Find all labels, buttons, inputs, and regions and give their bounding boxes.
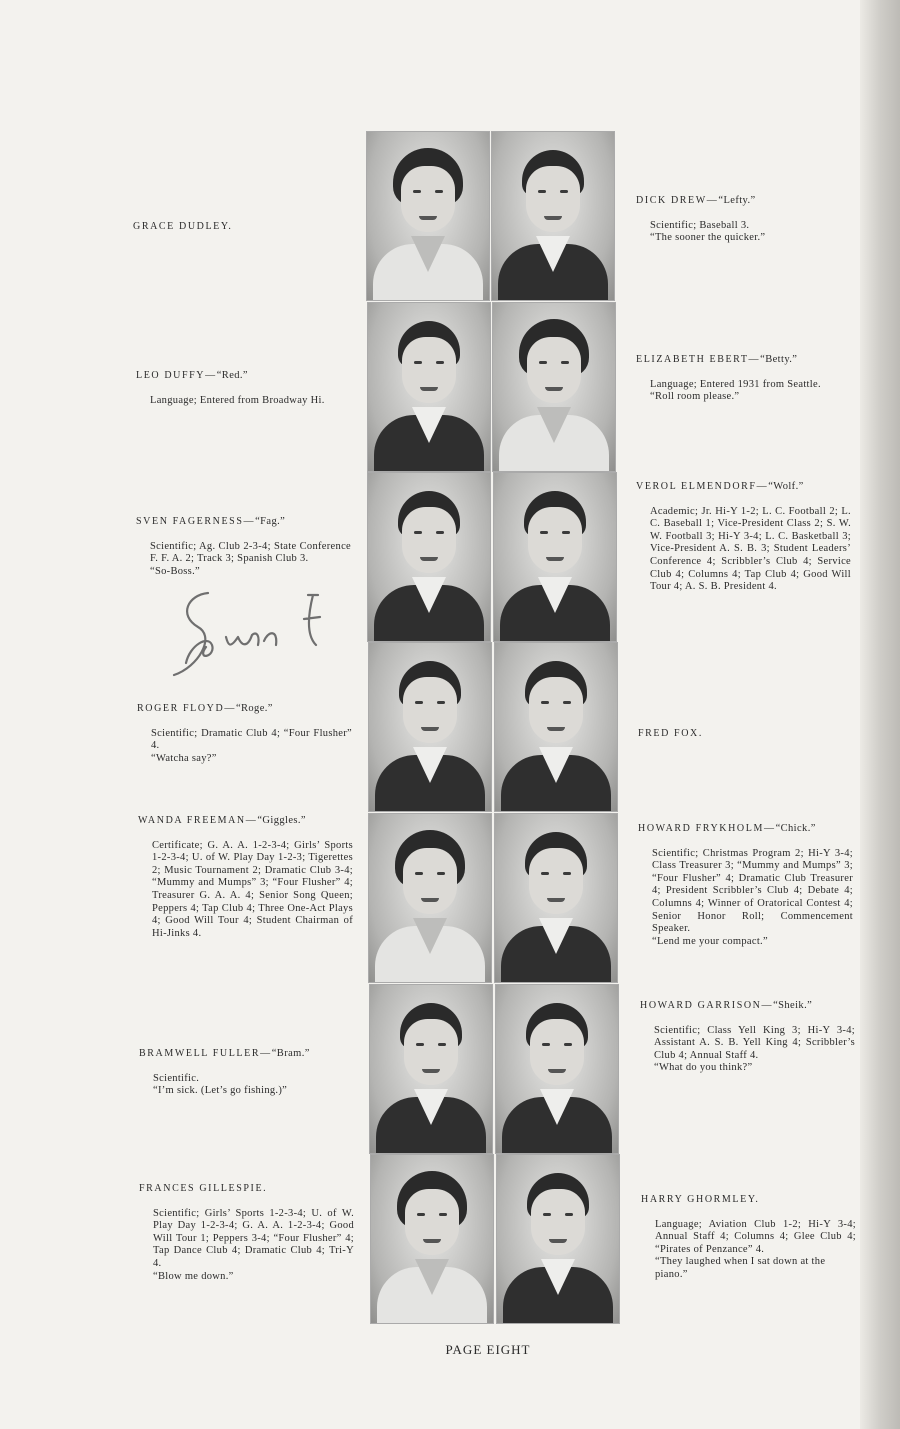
student-quote: “The sooner the quicker.” bbox=[650, 232, 766, 244]
student-quote: “Blow me down.” bbox=[153, 1270, 234, 1282]
student-name: BRAMWELL FULLER— bbox=[139, 1048, 272, 1059]
portrait-photo-leo-duffy bbox=[367, 302, 491, 472]
student-nickname: “Roge.” bbox=[235, 703, 273, 714]
student-quote: “Watcha say?” bbox=[151, 752, 217, 764]
student-activities: Language; Entered 1931 from Seattle. bbox=[650, 378, 821, 390]
student-name: ELIZABETH EBERT— bbox=[636, 354, 761, 365]
portrait-photo-wanda-freeman bbox=[368, 813, 492, 983]
student-activities: Scientific; Baseball 3. bbox=[650, 219, 750, 231]
portrait-photo-dick-drew bbox=[491, 131, 615, 301]
student-quote: “So-Boss.” bbox=[150, 565, 200, 577]
student-name: GRACE DUDLEY. bbox=[133, 221, 233, 232]
student-name: VEROL ELMENDORF— bbox=[636, 481, 769, 492]
student-name: WANDA FREEMAN— bbox=[138, 815, 258, 826]
student-nickname: “Lefty.” bbox=[718, 195, 756, 206]
portrait-photo-fred-fox bbox=[494, 642, 618, 812]
portrait-photo-roger-floyd bbox=[368, 642, 492, 812]
entry-sven-fagerness bbox=[136, 516, 351, 578]
student-activities: Language; Entered from Broadway Hi. bbox=[150, 394, 325, 406]
entry-elizabeth-ebert bbox=[636, 354, 851, 404]
student-name: HARRY GHORMLEY. bbox=[641, 1194, 760, 1205]
portrait-photo-elizabeth-ebert bbox=[492, 302, 616, 472]
page-number: PAGE EIGHT bbox=[445, 1342, 531, 1357]
student-quote: “Roll room please.” bbox=[650, 391, 740, 403]
entry-dick-drew bbox=[636, 195, 851, 245]
entry-howard-frykholm bbox=[638, 823, 853, 948]
entry-frances-gillespie bbox=[139, 1183, 354, 1283]
entry-wanda-freeman bbox=[138, 815, 353, 940]
portrait-photo-harry-ghormley bbox=[496, 1154, 620, 1324]
entry-roger-floyd bbox=[137, 703, 352, 765]
portrait-photo-sven-fagerness bbox=[367, 472, 491, 642]
student-activities: Scientific; Girls’ Sports 1-2-3-4; U. of W. Play Day 1-2-3-4; G. A. A. 1-2-3-4; Good Will Tour 1; Peppers 3-4; “Four Flusher” 4; Tap Dance Club 4; Dramatic Club 4; Tri-Y 4. bbox=[153, 1207, 354, 1269]
entry-howard-garrison bbox=[640, 1000, 855, 1075]
entry-fred-fox bbox=[638, 728, 853, 753]
student-nickname: “Fag.” bbox=[255, 516, 286, 527]
student-quote: “What do you think?” bbox=[654, 1062, 753, 1074]
student-quote: “They laughed when I sat down at the piano.” bbox=[655, 1256, 826, 1280]
student-nickname: “Red.” bbox=[216, 370, 248, 381]
portrait-photo-howard-garrison bbox=[495, 984, 619, 1154]
portrait-photo-frances-gillespie bbox=[370, 1154, 494, 1324]
student-name: SVEN FAGERNESS— bbox=[136, 516, 256, 527]
student-activities: Scientific; Class Yell King 3; Hi-Y 3-4; Assistant A. S. B. Yell King 4; Scribbler’s Club 4; Annual Staff 4. bbox=[654, 1024, 855, 1061]
student-quote: “I’m sick. (Let’s go fishing.)” bbox=[153, 1085, 288, 1097]
student-nickname: “Wolf.” bbox=[768, 481, 804, 492]
student-nickname: “Betty.” bbox=[760, 354, 798, 365]
student-name: ROGER FLOYD— bbox=[137, 703, 236, 714]
student-nickname: “Giggles.” bbox=[257, 815, 306, 826]
student-quote: “Lend me your compact.” bbox=[652, 935, 768, 947]
student-nickname: “Bram.” bbox=[271, 1048, 310, 1059]
student-activities: Language; Aviation Club 1-2; Hi-Y 3-4; Annual Staff 4; Columns 4; Glee Club 4; “Pirates of Penzance” 4. bbox=[655, 1218, 856, 1255]
student-name: LEO DUFFY— bbox=[136, 370, 217, 381]
student-name: DICK DREW— bbox=[636, 195, 719, 206]
entry-harry-ghormley bbox=[641, 1194, 856, 1282]
page-edge-shadow bbox=[860, 0, 900, 1429]
handwritten-signature bbox=[168, 575, 358, 695]
portrait-photo-grace-dudley bbox=[366, 131, 490, 301]
entry-bramwell-fuller bbox=[139, 1048, 354, 1098]
student-nickname: “Chick.” bbox=[775, 823, 816, 834]
student-name: FRANCES GILLESPIE. bbox=[139, 1183, 268, 1194]
entry-verol-elmendorf bbox=[636, 481, 851, 594]
student-name: FRED FOX. bbox=[638, 728, 703, 739]
student-activities: Scientific; Ag. Club 2-3-4; State Conference F. F. A. 2; Track 3; Spanish Club 3. bbox=[150, 540, 351, 565]
student-activities: Scientific. bbox=[153, 1072, 200, 1084]
portrait-photo-verol-elmendorf bbox=[493, 472, 617, 642]
student-name: HOWARD FRYKHOLM— bbox=[638, 823, 776, 834]
portrait-photo-howard-frykholm bbox=[494, 813, 618, 983]
entry-leo-duffy bbox=[136, 370, 351, 407]
student-nickname: “Sheik.” bbox=[773, 1000, 813, 1011]
student-activities: Certificate; G. A. A. 1-2-3-4; Girls’ Sports 1-2-3-4; U. of W. Play Day 1-2-3; Tigerettes 2; Music Tournament 2; Dramatic Club 3-4; “Mummy and Mumps” 3; “Four Flusher” 4; Treasurer G. A. A. 4; Senior Song Queen; Peppers 4; Tap Club 4; Three One-Act Plays 4; Good Will Tour 4; Student Chairman of Hi-Jinks 4. bbox=[152, 839, 353, 939]
student-activities: Scientific; Christmas Program 2; Hi-Y 3-4; Class Treasurer 3; “Mummy and Mumps” 3; “Four Flusher” 4; Dramatic Club Treasurer 4; President Scribbler’s Club 4; Debate 4; Columns 4; Winner of Oratorical Contest 4; Senior Honor Roll; Commencement Speaker. bbox=[652, 847, 853, 935]
student-name: HOWARD GARRISON— bbox=[640, 1000, 774, 1011]
portrait-photo-bramwell-fuller bbox=[369, 984, 493, 1154]
entry-grace-dudley bbox=[133, 221, 358, 246]
student-activities: Academic; Jr. Hi-Y 1-2; L. C. Football 2; L. C. Baseball 1; Vice-President Class 2; S. W. W. Football 3; Hi-Y 3-4; L. C. Basketball 3; Vice-President A. S. B. 3; Student Leaders’ Conference 4; Scribbler’s Club 4; Service Club 4; Columns 4; Tap Club 4; Good Will Tour 4; A. S. B. President 4. bbox=[650, 505, 851, 593]
student-activities: Scientific; Dramatic Club 4; “Four Flusher” 4. bbox=[151, 727, 352, 752]
